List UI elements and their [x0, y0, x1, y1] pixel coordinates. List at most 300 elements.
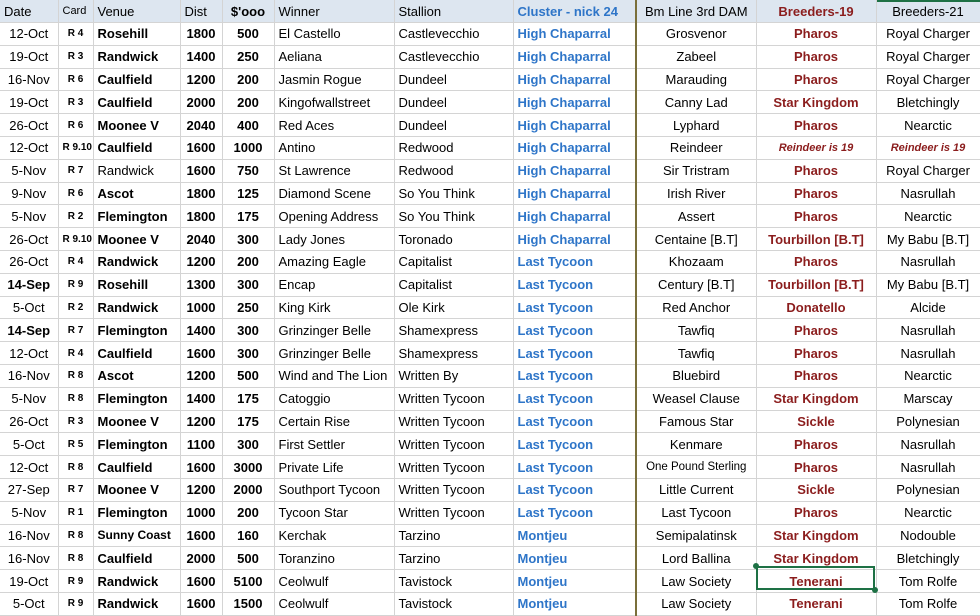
cell-winner[interactable]: Red Aces	[274, 114, 394, 137]
header-card[interactable]: Card	[58, 0, 93, 23]
cell-dist[interactable]: 1600	[180, 136, 222, 159]
cell-bm-line[interactable]: Irish River	[636, 182, 756, 205]
cell-date[interactable]: 27-Sep	[0, 478, 58, 501]
cell-cluster[interactable]: High Chaparral	[513, 228, 636, 251]
cell-card[interactable]: R 4	[58, 250, 93, 273]
cell-winner[interactable]: Grinzinger Belle	[274, 342, 394, 365]
cell-breeders-19[interactable]: Pharos	[756, 456, 876, 479]
cell-bm-line[interactable]: Law Society	[636, 570, 756, 593]
cell-winner[interactable]: Diamond Scene	[274, 182, 394, 205]
cell-breeders-19[interactable]: Donatello	[756, 296, 876, 319]
cell-winner[interactable]: Wind and The Lion	[274, 364, 394, 387]
cell-card[interactable]: R 2	[58, 205, 93, 228]
cell-breeders-19[interactable]: Tenerani	[756, 592, 876, 615]
cell-stallion[interactable]: Tarzino	[394, 524, 513, 547]
cell-card[interactable]: R 9	[58, 273, 93, 296]
cell-stallion[interactable]: Castlevecchio	[394, 23, 513, 46]
cell-cluster[interactable]: High Chaparral	[513, 182, 636, 205]
cell-breeders-19[interactable]: Tourbillon [B.T]	[756, 273, 876, 296]
cell-bm-line[interactable]: Marauding	[636, 68, 756, 91]
cell-date[interactable]: 26-Oct	[0, 250, 58, 273]
cell-prize[interactable]: 300	[222, 433, 274, 456]
cell-stallion[interactable]: Written Tycoon	[394, 456, 513, 479]
cell-venue[interactable]: Flemington	[93, 433, 180, 456]
cell-stallion[interactable]: Shamexpress	[394, 319, 513, 342]
cell-dist[interactable]: 1600	[180, 456, 222, 479]
cell-breeders-19[interactable]: Star Kingdom	[756, 387, 876, 410]
cell-date[interactable]: 16-Nov	[0, 68, 58, 91]
cell-bm-line[interactable]: Famous Star	[636, 410, 756, 433]
cell-breeders-19[interactable]: Star Kingdom	[756, 547, 876, 570]
cell-prize[interactable]: 175	[222, 387, 274, 410]
cell-breeders-19[interactable]: Pharos	[756, 23, 876, 46]
cell-prize[interactable]: 400	[222, 114, 274, 137]
cell-winner[interactable]: Lady Jones	[274, 228, 394, 251]
cell-dist[interactable]: 1800	[180, 205, 222, 228]
cell-breeders-21[interactable]: Royal Charger	[876, 23, 980, 46]
cell-venue[interactable]: Sunny Coast	[93, 524, 180, 547]
cell-cluster[interactable]: Montjeu	[513, 592, 636, 615]
header-breeders-21[interactable]: Breeders-21	[876, 0, 980, 23]
header-date[interactable]: Date	[0, 0, 58, 23]
cell-date[interactable]: 26-Oct	[0, 114, 58, 137]
cell-date[interactable]: 12-Oct	[0, 342, 58, 365]
cell-bm-line[interactable]: Grosvenor	[636, 23, 756, 46]
cell-prize[interactable]: 3000	[222, 456, 274, 479]
cell-breeders-19[interactable]: Tenerani	[756, 570, 876, 593]
cell-prize[interactable]: 500	[222, 364, 274, 387]
cell-stallion[interactable]: Tarzino	[394, 547, 513, 570]
cell-date[interactable]: 5-Oct	[0, 296, 58, 319]
cell-winner[interactable]: Catoggio	[274, 387, 394, 410]
cell-date[interactable]: 19-Oct	[0, 91, 58, 114]
cell-breeders-21[interactable]: Bletchingly	[876, 91, 980, 114]
cell-venue[interactable]: Moonee V	[93, 114, 180, 137]
cell-cluster[interactable]: Montjeu	[513, 570, 636, 593]
cell-cluster[interactable]: Last Tycoon	[513, 387, 636, 410]
header-stallion[interactable]: Stallion	[394, 0, 513, 23]
cell-venue[interactable]: Moonee V	[93, 478, 180, 501]
cell-dist[interactable]: 1600	[180, 570, 222, 593]
cell-prize[interactable]: 200	[222, 501, 274, 524]
cell-bm-line[interactable]: Centaine [B.T]	[636, 228, 756, 251]
header-venue[interactable]: Venue	[93, 0, 180, 23]
cell-stallion[interactable]: Ole Kirk	[394, 296, 513, 319]
cell-winner[interactable]: Opening Address	[274, 205, 394, 228]
cell-prize[interactable]: 200	[222, 68, 274, 91]
cell-dist[interactable]: 1200	[180, 250, 222, 273]
cell-breeders-21[interactable]: Nearctic	[876, 364, 980, 387]
cell-breeders-21[interactable]: Polynesian	[876, 478, 980, 501]
cell-date[interactable]: 9-Nov	[0, 182, 58, 205]
cell-winner[interactable]: Jasmin Rogue	[274, 68, 394, 91]
cell-venue[interactable]: Rosehill	[93, 23, 180, 46]
cell-cluster[interactable]: High Chaparral	[513, 23, 636, 46]
cell-bm-line[interactable]: Sir Tristram	[636, 159, 756, 182]
cell-venue[interactable]: Flemington	[93, 319, 180, 342]
cell-breeders-19[interactable]: Pharos	[756, 364, 876, 387]
cell-card[interactable]: R 3	[58, 410, 93, 433]
cell-winner[interactable]: King Kirk	[274, 296, 394, 319]
cell-prize[interactable]: 250	[222, 45, 274, 68]
cell-venue[interactable]: Ascot	[93, 182, 180, 205]
cell-date[interactable]: 14-Sep	[0, 273, 58, 296]
cell-stallion[interactable]: Written Tycoon	[394, 433, 513, 456]
cell-breeders-21[interactable]: Nasrullah	[876, 433, 980, 456]
cell-breeders-21[interactable]: Nasrullah	[876, 342, 980, 365]
cell-dist[interactable]: 1200	[180, 478, 222, 501]
cell-breeders-21[interactable]: Nasrullah	[876, 250, 980, 273]
cell-stallion[interactable]: So You Think	[394, 182, 513, 205]
cell-date[interactable]: 5-Oct	[0, 592, 58, 615]
cell-venue[interactable]: Caulfield	[93, 136, 180, 159]
cell-prize[interactable]: 750	[222, 159, 274, 182]
cell-date[interactable]: 5-Nov	[0, 159, 58, 182]
cell-venue[interactable]: Moonee V	[93, 228, 180, 251]
cell-bm-line[interactable]: Assert	[636, 205, 756, 228]
cell-winner[interactable]: Encap	[274, 273, 394, 296]
header-prize[interactable]: $'ooo	[222, 0, 274, 23]
cell-cluster[interactable]: Last Tycoon	[513, 478, 636, 501]
cell-breeders-21[interactable]: Tom Rolfe	[876, 570, 980, 593]
cell-cluster[interactable]: Last Tycoon	[513, 410, 636, 433]
cell-prize[interactable]: 200	[222, 250, 274, 273]
cell-cluster[interactable]: Last Tycoon	[513, 250, 636, 273]
cell-prize[interactable]: 500	[222, 23, 274, 46]
cell-card[interactable]: R 9	[58, 570, 93, 593]
cell-breeders-19[interactable]: Pharos	[756, 501, 876, 524]
header-winner[interactable]: Winner	[274, 0, 394, 23]
header-breeders-19[interactable]: Breeders-19	[756, 0, 876, 23]
cell-breeders-19[interactable]: Pharos	[756, 342, 876, 365]
cell-cluster[interactable]: High Chaparral	[513, 114, 636, 137]
cell-winner[interactable]: First Settler	[274, 433, 394, 456]
cell-winner[interactable]: Antino	[274, 136, 394, 159]
cell-cluster[interactable]: Last Tycoon	[513, 433, 636, 456]
cell-winner[interactable]: Ceolwulf	[274, 570, 394, 593]
cell-dist[interactable]: 1400	[180, 45, 222, 68]
cell-winner[interactable]: El Castello	[274, 23, 394, 46]
cell-card[interactable]: R 3	[58, 45, 93, 68]
cell-card[interactable]: R 9	[58, 592, 93, 615]
cell-stallion[interactable]: Written Tycoon	[394, 410, 513, 433]
cell-breeders-19[interactable]: Pharos	[756, 114, 876, 137]
cell-winner[interactable]: Certain Rise	[274, 410, 394, 433]
cell-stallion[interactable]: Written Tycoon	[394, 501, 513, 524]
cell-breeders-21[interactable]: Nodouble	[876, 524, 980, 547]
cell-bm-line[interactable]: Little Current	[636, 478, 756, 501]
cell-date[interactable]: 26-Oct	[0, 410, 58, 433]
cell-bm-line[interactable]: Lord Ballina	[636, 547, 756, 570]
cell-breeders-19[interactable]: Sickle	[756, 478, 876, 501]
cell-bm-line[interactable]: Canny Lad	[636, 91, 756, 114]
cell-stallion[interactable]: Capitalist	[394, 250, 513, 273]
cell-date[interactable]: 12-Oct	[0, 136, 58, 159]
cell-winner[interactable]: Aeliana	[274, 45, 394, 68]
cell-winner[interactable]: Kingofwallstreet	[274, 91, 394, 114]
cell-bm-line[interactable]: Red Anchor	[636, 296, 756, 319]
selection-handle[interactable]	[753, 563, 759, 569]
cell-date[interactable]: 16-Nov	[0, 524, 58, 547]
cell-breeders-21[interactable]: Tom Rolfe	[876, 592, 980, 615]
cell-breeders-19[interactable]: Pharos	[756, 68, 876, 91]
cell-breeders-19[interactable]: Pharos	[756, 45, 876, 68]
cell-breeders-19[interactable]: Pharos	[756, 433, 876, 456]
cell-winner[interactable]: Southport Tycoon	[274, 478, 394, 501]
cell-prize[interactable]: 300	[222, 342, 274, 365]
cell-venue[interactable]: Caulfield	[93, 68, 180, 91]
cell-breeders-21[interactable]: Alcide	[876, 296, 980, 319]
cell-cluster[interactable]: High Chaparral	[513, 91, 636, 114]
header-bm-line[interactable]: Bm Line 3rd DAM	[636, 0, 756, 23]
cell-bm-line[interactable]: Reindeer	[636, 136, 756, 159]
cell-dist[interactable]: 1600	[180, 342, 222, 365]
cell-prize[interactable]: 160	[222, 524, 274, 547]
cell-cluster[interactable]: Last Tycoon	[513, 296, 636, 319]
cell-card[interactable]: R 9.10	[58, 228, 93, 251]
cell-prize[interactable]: 300	[222, 319, 274, 342]
cell-venue[interactable]: Caulfield	[93, 456, 180, 479]
cell-cluster[interactable]: Last Tycoon	[513, 456, 636, 479]
cell-card[interactable]: R 6	[58, 182, 93, 205]
cell-stallion[interactable]: Written Tycoon	[394, 387, 513, 410]
cell-winner[interactable]: Tycoon Star	[274, 501, 394, 524]
cell-venue[interactable]: Randwick	[93, 159, 180, 182]
cell-dist[interactable]: 1400	[180, 387, 222, 410]
cell-prize[interactable]: 300	[222, 228, 274, 251]
cell-breeders-19[interactable]: Pharos	[756, 182, 876, 205]
cell-breeders-21[interactable]: Reindeer is 19	[876, 136, 980, 159]
cell-card[interactable]: R 8	[58, 387, 93, 410]
cell-breeders-21[interactable]: Bletchingly	[876, 547, 980, 570]
cell-dist[interactable]: 1600	[180, 524, 222, 547]
cell-breeders-19[interactable]: Reindeer is 19	[756, 136, 876, 159]
cell-winner[interactable]: St Lawrence	[274, 159, 394, 182]
cell-breeders-19[interactable]: Star Kingdom	[756, 524, 876, 547]
cell-dist[interactable]: 1600	[180, 159, 222, 182]
cell-bm-line[interactable]: One Pound Sterling	[636, 456, 756, 479]
cell-venue[interactable]: Flemington	[93, 501, 180, 524]
cell-venue[interactable]: Flemington	[93, 387, 180, 410]
table-row	[0, 91, 980, 114]
cell-venue[interactable]: Caulfield	[93, 342, 180, 365]
cell-dist[interactable]: 2000	[180, 91, 222, 114]
cell-date[interactable]: 26-Oct	[0, 228, 58, 251]
cell-card[interactable]: R 7	[58, 319, 93, 342]
cell-venue[interactable]: Randwick	[93, 45, 180, 68]
cell-prize[interactable]: 125	[222, 182, 274, 205]
cell-date[interactable]: 19-Oct	[0, 45, 58, 68]
cell-stallion[interactable]: Written By	[394, 364, 513, 387]
cell-card[interactable]: R 5	[58, 433, 93, 456]
cell-date[interactable]: 5-Nov	[0, 501, 58, 524]
cell-card[interactable]: R 9.10	[58, 136, 93, 159]
cell-bm-line[interactable]: Tawfiq	[636, 342, 756, 365]
cell-date[interactable]: 5-Nov	[0, 205, 58, 228]
cell-breeders-21[interactable]: Polynesian	[876, 410, 980, 433]
cell-dist[interactable]: 2040	[180, 228, 222, 251]
cell-dist[interactable]: 1800	[180, 23, 222, 46]
cell-stallion[interactable]: Tavistock	[394, 592, 513, 615]
cell-date[interactable]: 19-Oct	[0, 570, 58, 593]
cell-cluster[interactable]: High Chaparral	[513, 68, 636, 91]
cell-prize[interactable]: 2000	[222, 478, 274, 501]
cell-stallion[interactable]: Capitalist	[394, 273, 513, 296]
cell-card[interactable]: R 7	[58, 159, 93, 182]
cell-stallion[interactable]: Dundeel	[394, 91, 513, 114]
cell-date[interactable]: 12-Oct	[0, 456, 58, 479]
cell-card[interactable]: R 6	[58, 114, 93, 137]
cell-card[interactable]: R 3	[58, 91, 93, 114]
cell-stallion[interactable]: Redwood	[394, 159, 513, 182]
cell-date[interactable]: 12-Oct	[0, 23, 58, 46]
cell-breeders-21[interactable]: Nearctic	[876, 501, 980, 524]
cell-cluster[interactable]: Last Tycoon	[513, 273, 636, 296]
cell-prize[interactable]: 200	[222, 91, 274, 114]
cell-card[interactable]: R 7	[58, 478, 93, 501]
cell-stallion[interactable]: Dundeel	[394, 68, 513, 91]
cell-breeders-19[interactable]: Pharos	[756, 205, 876, 228]
cell-date[interactable]: 16-Nov	[0, 547, 58, 570]
cell-breeders-19[interactable]: Star Kingdom	[756, 91, 876, 114]
cell-dist[interactable]: 1100	[180, 433, 222, 456]
cell-card[interactable]: R 8	[58, 547, 93, 570]
cell-prize[interactable]: 175	[222, 205, 274, 228]
cell-stallion[interactable]: Castlevecchio	[394, 45, 513, 68]
cell-venue[interactable]: Randwick	[93, 296, 180, 319]
cell-stallion[interactable]: So You Think	[394, 205, 513, 228]
cell-card[interactable]: R 6	[58, 68, 93, 91]
cell-venue[interactable]: Flemington	[93, 205, 180, 228]
cell-winner[interactable]: Private Life	[274, 456, 394, 479]
cell-bm-line[interactable]: Last Tycoon	[636, 501, 756, 524]
cell-bm-line[interactable]: Zabeel	[636, 45, 756, 68]
cell-breeders-19[interactable]: Pharos	[756, 319, 876, 342]
cell-cluster[interactable]: Last Tycoon	[513, 501, 636, 524]
cell-breeders-19[interactable]: Tourbillon [B.T]	[756, 228, 876, 251]
cell-cluster[interactable]: High Chaparral	[513, 136, 636, 159]
cell-card[interactable]: R 8	[58, 364, 93, 387]
cell-cluster[interactable]: Montjeu	[513, 524, 636, 547]
header-dist[interactable]: Dist	[180, 0, 222, 23]
cell-stallion[interactable]: Redwood	[394, 136, 513, 159]
cell-breeders-21[interactable]: My Babu [B.T]	[876, 273, 980, 296]
cell-venue[interactable]: Ascot	[93, 364, 180, 387]
cell-cluster[interactable]: High Chaparral	[513, 45, 636, 68]
cell-dist[interactable]: 1200	[180, 68, 222, 91]
cell-bm-line[interactable]: Law Society	[636, 592, 756, 615]
cell-prize[interactable]: 500	[222, 547, 274, 570]
cell-breeders-19[interactable]: Pharos	[756, 250, 876, 273]
cell-bm-line[interactable]: Bluebird	[636, 364, 756, 387]
cell-card[interactable]: R 4	[58, 342, 93, 365]
cell-date[interactable]: 5-Oct	[0, 433, 58, 456]
cell-cluster[interactable]: Last Tycoon	[513, 319, 636, 342]
cell-breeders-21[interactable]: Marscay	[876, 387, 980, 410]
cell-cluster[interactable]: High Chaparral	[513, 159, 636, 182]
cell-stallion[interactable]: Toronado	[394, 228, 513, 251]
cell-breeders-21[interactable]: Royal Charger	[876, 68, 980, 91]
cell-breeders-21[interactable]: Nearctic	[876, 205, 980, 228]
cell-prize[interactable]: 5100	[222, 570, 274, 593]
cell-winner[interactable]: Kerchak	[274, 524, 394, 547]
cell-cluster[interactable]: Montjeu	[513, 547, 636, 570]
cell-winner[interactable]: Toranzino	[274, 547, 394, 570]
cell-card[interactable]: R 8	[58, 524, 93, 547]
cell-prize[interactable]: 1000	[222, 136, 274, 159]
cell-dist[interactable]: 1200	[180, 410, 222, 433]
cell-card[interactable]: R 2	[58, 296, 93, 319]
cell-dist[interactable]: 1600	[180, 592, 222, 615]
cell-bm-line[interactable]: Century [B.T]	[636, 273, 756, 296]
cell-stallion[interactable]: Tavistock	[394, 570, 513, 593]
cell-breeders-21[interactable]: Royal Charger	[876, 159, 980, 182]
cell-dist[interactable]: 2000	[180, 547, 222, 570]
cell-bm-line[interactable]: Semipalatinsk	[636, 524, 756, 547]
cell-dist[interactable]: 1400	[180, 319, 222, 342]
cell-breeders-21[interactable]: Nasrullah	[876, 456, 980, 479]
cell-breeders-21[interactable]: Nasrullah	[876, 319, 980, 342]
cell-venue[interactable]: Moonee V	[93, 410, 180, 433]
cell-dist[interactable]: 1000	[180, 296, 222, 319]
cell-winner[interactable]: Grinzinger Belle	[274, 319, 394, 342]
cell-venue[interactable]: Rosehill	[93, 273, 180, 296]
cell-stallion[interactable]: Shamexpress	[394, 342, 513, 365]
cell-venue[interactable]: Randwick	[93, 570, 180, 593]
cell-cluster[interactable]: Last Tycoon	[513, 364, 636, 387]
cell-bm-line[interactable]: Kenmare	[636, 433, 756, 456]
cell-breeders-21[interactable]: Nearctic	[876, 114, 980, 137]
cell-prize[interactable]: 300	[222, 273, 274, 296]
cell-breeders-19[interactable]: Pharos	[756, 159, 876, 182]
cell-breeders-21[interactable]: Royal Charger	[876, 45, 980, 68]
cell-date[interactable]: 16-Nov	[0, 364, 58, 387]
cell-cluster[interactable]: High Chaparral	[513, 205, 636, 228]
cell-cluster[interactable]: Last Tycoon	[513, 342, 636, 365]
cell-venue[interactable]: Randwick	[93, 592, 180, 615]
cell-venue[interactable]: Caulfield	[93, 547, 180, 570]
cell-stallion[interactable]: Written Tycoon	[394, 478, 513, 501]
cell-dist[interactable]: 1800	[180, 182, 222, 205]
cell-prize[interactable]: 250	[222, 296, 274, 319]
fill-handle[interactable]	[872, 587, 878, 593]
cell-card[interactable]: R 4	[58, 23, 93, 46]
cell-dist[interactable]: 2040	[180, 114, 222, 137]
cell-bm-line[interactable]: Khozaam	[636, 250, 756, 273]
cell-winner[interactable]: Amazing Eagle	[274, 250, 394, 273]
cell-prize[interactable]: 175	[222, 410, 274, 433]
cell-dist[interactable]: 1000	[180, 501, 222, 524]
cell-dist[interactable]: 1300	[180, 273, 222, 296]
cell-venue[interactable]: Randwick	[93, 250, 180, 273]
cell-bm-line[interactable]: Weasel Clause	[636, 387, 756, 410]
cell-breeders-21[interactable]: My Babu [B.T]	[876, 228, 980, 251]
cell-stallion[interactable]: Dundeel	[394, 114, 513, 137]
cell-date[interactable]: 14-Sep	[0, 319, 58, 342]
cell-date[interactable]: 5-Nov	[0, 387, 58, 410]
cell-bm-line[interactable]: Lyphard	[636, 114, 756, 137]
cell-venue[interactable]: Caulfield	[93, 91, 180, 114]
cell-prize[interactable]: 1500	[222, 592, 274, 615]
cell-card[interactable]: R 1	[58, 501, 93, 524]
cell-winner[interactable]: Ceolwulf	[274, 592, 394, 615]
header-cluster[interactable]: Cluster - nick 24	[513, 0, 636, 23]
cell-breeders-19[interactable]: Sickle	[756, 410, 876, 433]
cell-breeders-21[interactable]: Nasrullah	[876, 182, 980, 205]
cell-dist[interactable]: 1200	[180, 364, 222, 387]
cell-bm-line[interactable]: Tawfiq	[636, 319, 756, 342]
cell-card[interactable]: R 8	[58, 456, 93, 479]
